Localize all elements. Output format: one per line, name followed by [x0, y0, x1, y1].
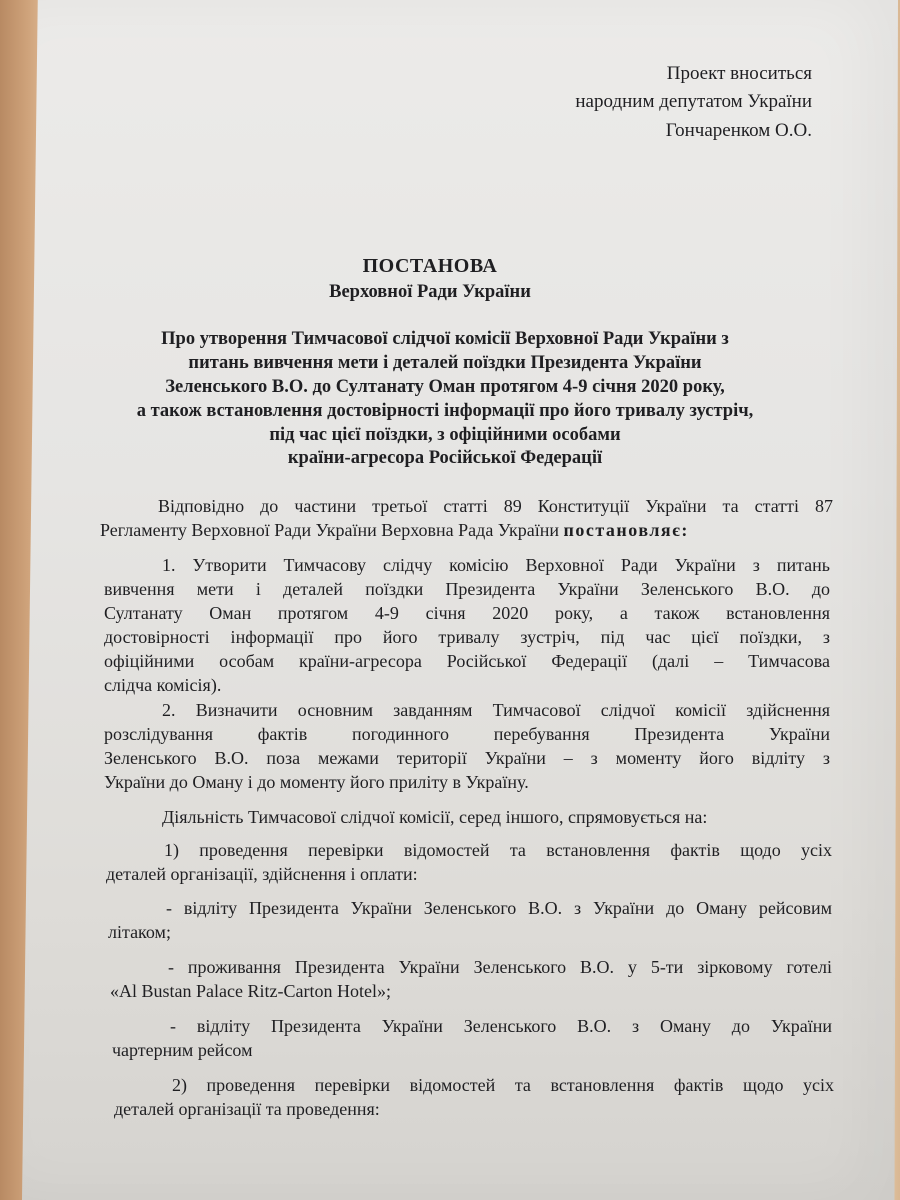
bullet2-line-2: «Al Bustan Palace Ritz-Carton Hotel»;: [110, 981, 391, 1001]
resolves-keyword: постановляє:: [563, 520, 689, 540]
bullet3-line-2: чартерним рейсом: [112, 1040, 253, 1060]
author-line-3: Гончаренком О.О.: [665, 120, 812, 141]
item1-text-3: Султанату Оман протягом 4-9 січня 2020 року, а також встановлення: [104, 603, 830, 623]
subject-line-4: а також встановлення достовірності інформації про його тривалу зустріч,: [136, 401, 754, 421]
preamble-text-1: Відповідно до частини третьої статті 89 Конституції України та статті 87: [158, 496, 833, 516]
subject-line-1: Про утворення Тимчасової слідчої комісії Верховної Ради України з: [161, 329, 729, 349]
author-line-2: народним депутатом України: [575, 91, 812, 112]
document-subtitle: Верховної Ради України: [329, 282, 531, 302]
bullet1-text-1: - відліту Президента України Зеленського В.О. з України до Оману рейсовим: [166, 898, 832, 918]
item1-text-2: вивчення мети і деталей поїздки Президента України Зеленського В.О. до: [104, 579, 830, 599]
bullet1-line-1: [166, 896, 832, 920]
subject-line-5: під час цієї поїздки, з офіційними особами: [269, 425, 621, 445]
item1-line-2: [104, 577, 830, 601]
item1-text-4: достовірності інформації про його тривалу зустріч, під час цієї поїздки, з: [104, 627, 830, 647]
sub1-line-2: деталей організації, здійснення і оплати:: [106, 864, 418, 884]
preamble-line-1: [158, 494, 833, 518]
bullet2-line-1: [168, 955, 832, 979]
item1-line-6: слідча комісія).: [104, 675, 222, 695]
sub2-text-1: 2) проведення перевірки відомостей та встановлення фактів щодо усіх: [172, 1075, 834, 1095]
item1-text-1: 1. Утворити Тимчасову слідчу комісію Верховної Ради України з питань: [162, 555, 830, 575]
item2-line-1: [162, 698, 830, 722]
item2-line-2: [104, 722, 830, 746]
preamble-line-2: [100, 518, 835, 542]
subject-line-6: країни-агресора Російської Федерації: [287, 448, 603, 468]
bullet3-text-1: - відліту Президента України Зеленського В.О. з Оману до України: [170, 1016, 832, 1036]
item2-line-4: України до Оману і до моменту його приліту в Україну.: [104, 772, 529, 792]
subject-line-2: питань вивчення мети і деталей поїздки Президента України: [188, 353, 702, 373]
item2-text-1: 2. Визначити основним завданням Тимчасової слідчої комісії здійснення: [162, 700, 830, 720]
item2-text-3: Зеленського В.О. поза межами території України – з моменту його відліту з: [104, 748, 830, 768]
item1-text-5: офіційними особам країни-агресора Російської Федерації (далі – Тимчасова: [104, 651, 830, 671]
activity-intro: Діяльність Тимчасової слідчої комісії, серед іншого, спрямовується на:: [162, 807, 708, 827]
author-line-1: Проект вноситься: [666, 63, 812, 84]
document-title: ПОСТАНОВА: [362, 255, 498, 277]
sub1-text-1: 1) проведення перевірки відомостей та встановлення фактів щодо усіх: [164, 840, 832, 860]
item1-line-4: [104, 625, 830, 649]
item2-text-2: розслідування фактів погодинного перебування Президента України: [104, 724, 830, 744]
bullet1-line-2: літаком;: [108, 922, 171, 942]
bullet3-line-1: [170, 1014, 832, 1038]
bullet2-text-1: - проживання Президента України Зеленського В.О. у 5-ти зірковому готелі: [168, 957, 832, 977]
sub2-line-1: [172, 1073, 834, 1097]
item1-line-3: [104, 601, 830, 625]
sub1-line-1: [164, 838, 832, 862]
subject-line-3: Зеленського В.О. до Султанату Оман протягом 4-9 січня 2020 року,: [165, 377, 725, 397]
preamble-text-2: Регламенту Верховної Ради України Верховна Рада України: [100, 520, 564, 540]
sub2-line-2: деталей організації та проведення:: [114, 1099, 380, 1119]
item2-line-3: [104, 746, 830, 770]
item1-line-5: [104, 649, 830, 673]
item1-line-1: [162, 553, 830, 577]
